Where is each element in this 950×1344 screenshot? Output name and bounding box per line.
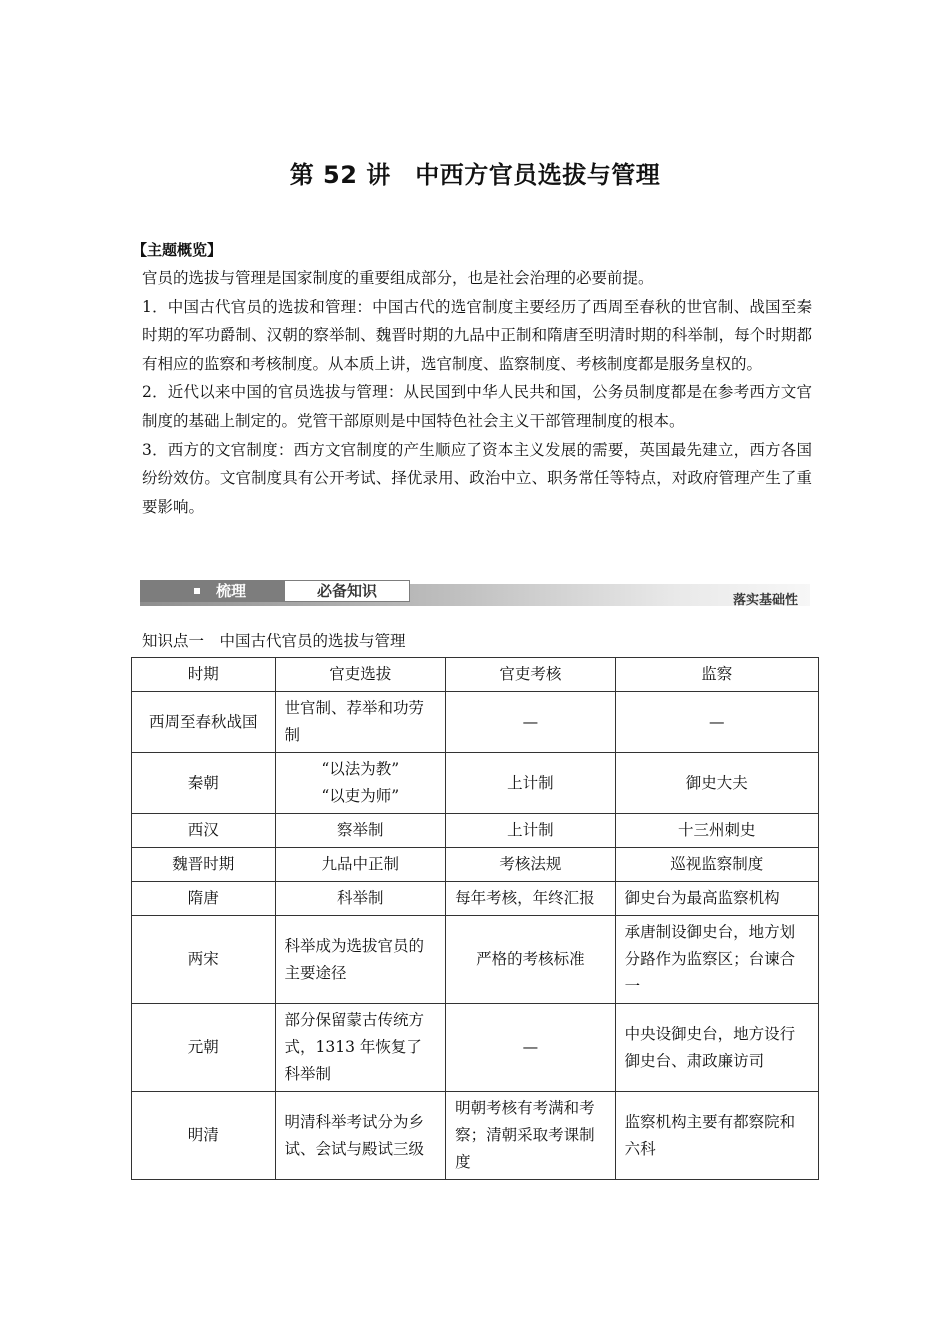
banner-dark-label: 梳理	[216, 582, 247, 600]
page-title: 第 52 讲 中西方官员选拔与管理	[289, 161, 661, 189]
table-cell: 科举成为选拔官员的主要途径	[275, 916, 446, 1004]
table-cell: —	[615, 692, 818, 753]
table-cell: 考核法规	[446, 848, 616, 882]
table-cell: 秦朝	[132, 753, 276, 814]
table-row	[132, 882, 819, 916]
banner-box-label: 必备知识	[284, 580, 410, 602]
overview-paragraph: 官员的选拔与管理是国家制度的重要组成部分，也是社会治理的必要前提。	[142, 269, 654, 287]
header-cell: 时期	[132, 658, 276, 692]
table-cell: 元朝	[132, 1004, 276, 1092]
header-cell: 监察	[615, 658, 818, 692]
table-cell: 中央设御史台，地方设行御史台、肃政廉访司	[615, 1004, 818, 1092]
table-cell: 世官制、荐举和功劳制	[275, 692, 446, 753]
table-cell: —	[446, 1004, 616, 1092]
table-cell: “以法为教” “以吏为师”	[275, 753, 446, 814]
overview-paragraph: 3．西方的文官制度：西方文官制度的产生顺应了资本主义发展的需要，英国最先建立，西方各国纷纷效仿。文官制度具有公开考试、择优录用、政治中立、职务常任等特点，对政府管理产生了重要影响。	[142, 440, 812, 516]
table-row	[132, 753, 819, 814]
overview-paragraph: 1．中国古代官员的选拔和管理：中国古代的选官制度主要经历了西周至春秋的世官制、战国至秦时期的军功爵制、汉朝的察举制、魏晋时期的九品中正制和隋唐至明清时期的科举制，每个时期都有相应的监察和考核制度。从本质上讲，选官制度、监察制度、考核制度都是服务皇权的。	[142, 297, 812, 373]
table-cell: 明清科举考试分为乡试、会试与殿试三级	[275, 1092, 446, 1180]
table-cell: —	[446, 692, 616, 753]
square-bullet-icon	[194, 588, 200, 594]
table-row	[132, 692, 819, 753]
table-cell: 每年考核，年终汇报	[446, 882, 616, 916]
table-cell: 承唐制设御史台，地方划分路作为监察区；台谏合一	[615, 916, 818, 1004]
table-cell: 上计制	[446, 814, 616, 848]
overview-paragraphs	[142, 264, 812, 521]
table-row	[132, 814, 819, 848]
header-cell: 官吏选拔	[275, 658, 446, 692]
table-cell: 九品中正制	[275, 848, 446, 882]
table-cell: 察举制	[275, 814, 446, 848]
table-row	[132, 916, 819, 1004]
table-header-row	[132, 658, 819, 692]
table-cell: 严格的考核标准	[446, 916, 616, 1004]
table-cell: 两宋	[132, 916, 276, 1004]
officials-table	[131, 657, 819, 1180]
table-cell: 十三州刺史	[615, 814, 818, 848]
table-cell: 明清	[132, 1092, 276, 1180]
table-row	[132, 1004, 819, 1092]
banner-right-label: 落实基础性	[732, 593, 798, 608]
header-cell: 官吏考核	[446, 658, 616, 692]
table-cell: 部分保留蒙古传统方式，1313 年恢复了科举制	[275, 1004, 446, 1092]
table-cell: 明朝考核有考满和考察；清朝采取考课制度	[446, 1092, 616, 1180]
table-cell: 巡视监察制度	[615, 848, 818, 882]
table-cell: 魏晋时期	[132, 848, 276, 882]
table-row	[132, 1092, 819, 1180]
overview-paragraph: 2．近代以来中国的官员选拔与管理：从民国到中华人民共和国，公务员制度都是在参考西方文官制度的基础上制定的。党管干部原则是中国特色社会主义干部管理制度的根本。	[142, 383, 812, 430]
table-cell: 科举制	[275, 882, 446, 916]
table-row	[132, 848, 819, 882]
knowledge-point-title: 知识点一 中国古代官员的选拔与管理	[142, 632, 406, 650]
table-cell: 御史大夫	[615, 753, 818, 814]
table-cell: 监察机构主要有都察院和六科	[615, 1092, 818, 1180]
table-cell: 西周至春秋战国	[132, 692, 276, 753]
table-cell: 隋唐	[132, 882, 276, 916]
table-cell: 西汉	[132, 814, 276, 848]
banner-dark-tab	[140, 580, 284, 602]
section-banner	[140, 580, 810, 606]
table-cell: 上计制	[446, 753, 616, 814]
overview-label: 【主题概览】	[132, 241, 223, 259]
table-cell: 御史台为最高监察机构	[615, 882, 818, 916]
